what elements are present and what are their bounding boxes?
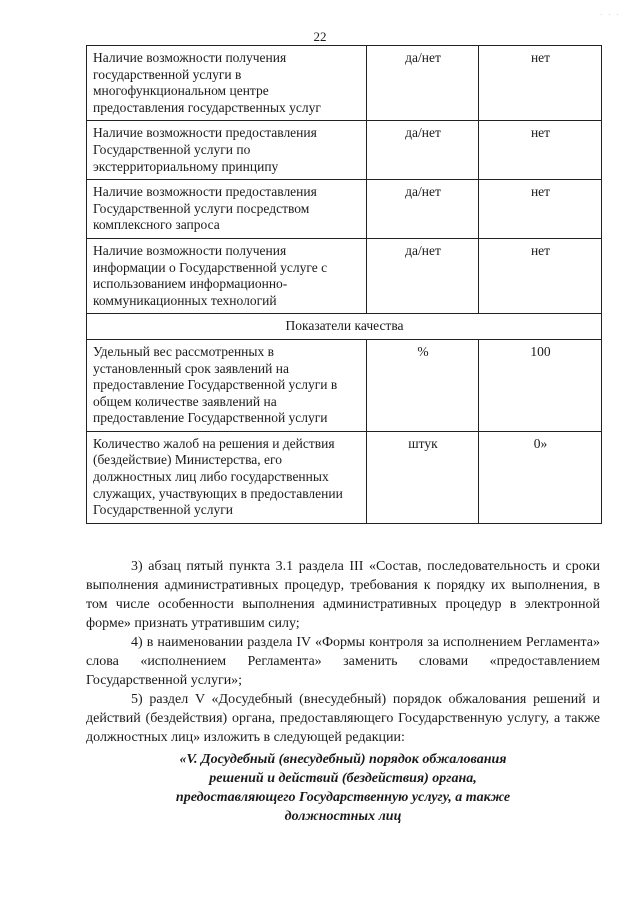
indicator-unit: да/нет xyxy=(367,238,479,313)
heading-line: предоставляющего Государственную услугу, а также xyxy=(175,790,511,805)
indicator-unit: да/нет xyxy=(367,180,479,239)
heading-line: решений и действий (бездействия) органа, xyxy=(209,771,477,786)
amendment-text xyxy=(86,557,600,826)
indicator-name: Наличие возможности предоставления Государственной услуги посредством комплексного запроса xyxy=(87,180,367,239)
table-row xyxy=(87,121,602,180)
table-section-row xyxy=(87,314,602,340)
scan-speck: · · · xyxy=(600,11,621,19)
indicator-value: 100 xyxy=(479,339,602,431)
indicators-table xyxy=(86,45,602,524)
indicator-value: нет xyxy=(479,180,602,239)
indicator-name: Удельный вес рассмотренных в установленный срок заявлений на предоставление Государственной услуги в общем количестве заявлений на предоставление Государственной услуги xyxy=(87,339,367,431)
indicator-name: Наличие возможности получения государственной услуги в многофункциональном центре предоставления государственных услуг xyxy=(87,46,367,121)
table-row xyxy=(87,180,602,239)
indicator-value: нет xyxy=(479,46,602,121)
indicator-unit: да/нет xyxy=(367,46,479,121)
indicator-name: Наличие возможности получения информации о Государственной услуге с использованием информационно-коммуникационных технологий xyxy=(87,238,367,313)
indicator-value: нет xyxy=(479,238,602,313)
page-number: 22 xyxy=(313,29,327,44)
table-row xyxy=(87,238,602,313)
section-title: Показатели качества xyxy=(87,314,602,340)
paragraph: 5) раздел V «Досудебный (внесудебный) порядок обжалования решений и действий (бездействия) органа, предоставляющего Государственную услугу, а также должностных лиц» изложить в следующей редакции: xyxy=(86,692,600,745)
indicator-unit: да/нет xyxy=(367,121,479,180)
table-row xyxy=(87,46,602,121)
table-row xyxy=(87,339,602,431)
indicator-unit: штук xyxy=(367,431,479,523)
table-row xyxy=(87,431,602,523)
indicator-value: нет xyxy=(479,121,602,180)
heading-line: «V. Досудебный (внесудебный) порядок обжалования xyxy=(179,752,507,767)
section-heading xyxy=(86,750,600,826)
heading-line: должностных лиц xyxy=(284,809,402,824)
paragraph: 3) абзац пятый пункта 3.1 раздела III «Состав, последовательность и сроки выполнения административных процедур, требования к порядку их выполнения, в том числе особенности выполнения административных процедур в электронной форме» признать утратившим силу; xyxy=(86,559,600,631)
indicator-value: 0» xyxy=(479,431,602,523)
indicator-name: Количество жалоб на решения и действия (бездействие) Министерства, его должностных лиц либо государственных служащих, участвующих в предоставлении Государственной услуги xyxy=(87,431,367,523)
indicator-unit: % xyxy=(367,339,479,431)
indicator-name: Наличие возможности предоставления Государственной услуги по экстерриториальному принципу xyxy=(87,121,367,180)
paragraph: 4) в наименовании раздела IV «Формы контроля за исполнением Регламента» слова «исполнением Регламента» заменить словами «предоставлением Государственной услуги»; xyxy=(86,635,600,688)
